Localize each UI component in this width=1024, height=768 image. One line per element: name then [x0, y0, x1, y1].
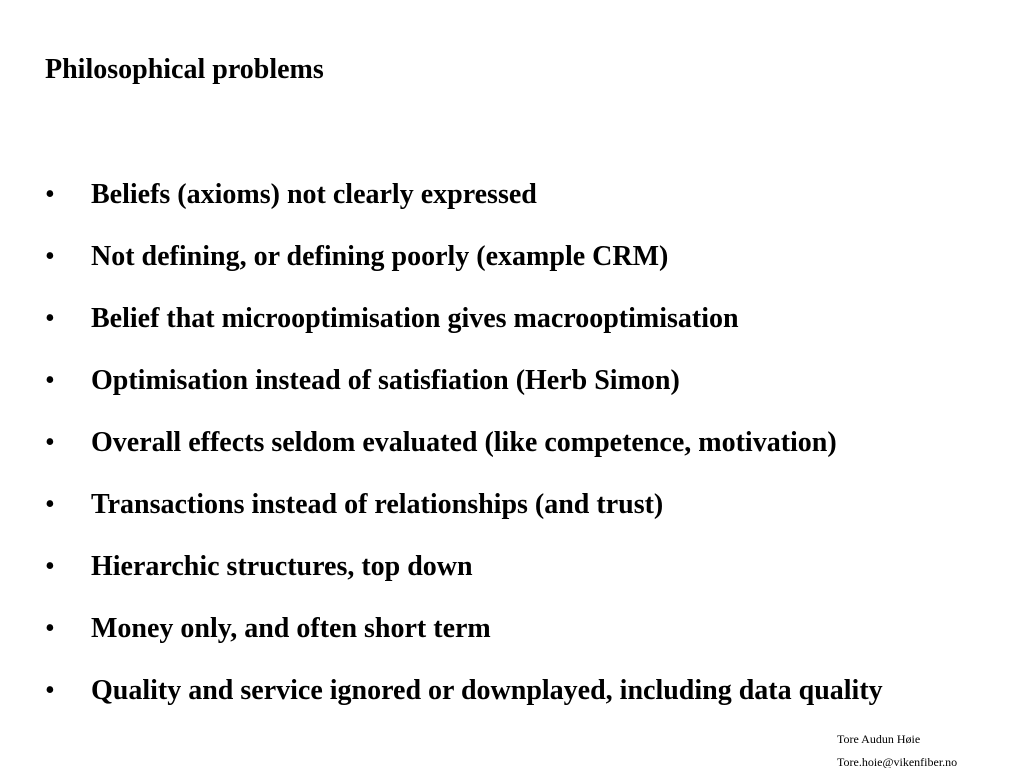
bullet-item	[45, 671, 1015, 711]
bullet-item	[45, 423, 1015, 485]
bullet-item	[45, 361, 1015, 423]
bullet-icon: •	[45, 427, 55, 458]
bullet-text: Belief that microoptimisation gives macrooptimisation	[91, 303, 739, 334]
bullet-icon: •	[45, 303, 55, 334]
bullet-icon: •	[45, 551, 55, 582]
footer-author: Tore Audun Høie	[837, 732, 921, 746]
bullet-text: Hierarchic structures, top down	[91, 551, 473, 582]
bullet-item	[45, 547, 1015, 609]
bullet-text: Not defining, or defining poorly (example CRM)	[91, 241, 669, 272]
bullet-icon: •	[45, 365, 55, 396]
bullet-text: Optimisation instead of satisfiation (Herb Simon)	[91, 365, 680, 396]
bullet-text: Money only, and often short term	[91, 613, 491, 644]
slide-footer	[837, 731, 957, 768]
bullet-icon: •	[45, 489, 55, 520]
bullet-icon: •	[45, 675, 55, 706]
bullet-icon: •	[45, 613, 55, 644]
bullet-text: Transactions instead of relationships (and trust)	[91, 489, 664, 520]
bullet-item	[45, 175, 1015, 237]
bullet-icon: •	[45, 241, 55, 272]
bullet-text: Overall effects seldom evaluated (like competence, motivation)	[91, 427, 837, 458]
bullet-item	[45, 609, 1015, 671]
bullet-text: Quality and service ignored or downplayed, including data quality	[91, 675, 883, 706]
footer-email: Tore.hoie@vikenfiber.no	[837, 755, 958, 768]
bullet-item	[45, 299, 1015, 361]
bullet-item	[45, 237, 1015, 299]
bullet-text: Beliefs (axioms) not clearly expressed	[91, 179, 537, 210]
bullet-item	[45, 485, 1015, 547]
bullet-icon: •	[45, 179, 55, 210]
slide-title: Philosophical problems	[45, 54, 324, 85]
bullet-list	[45, 175, 1015, 711]
